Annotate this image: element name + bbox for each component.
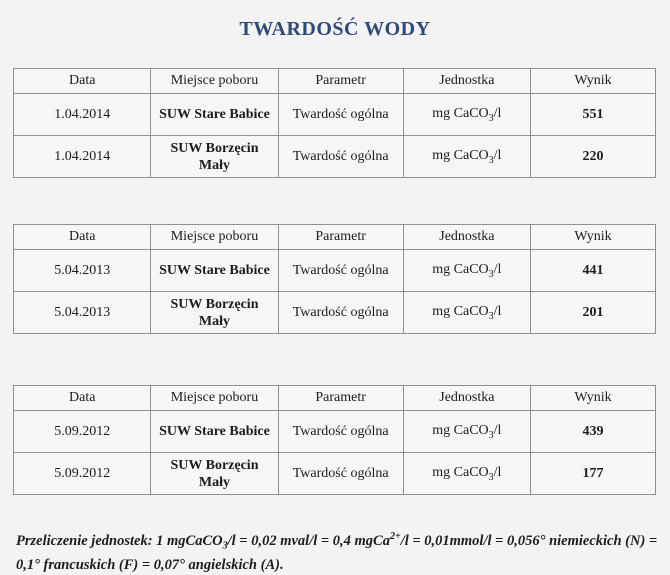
result-cell: 441	[530, 250, 655, 292]
unit-prefix: mg CaCO	[432, 261, 489, 277]
parameter-cell: Twardość ogólna	[278, 136, 403, 178]
header-parameter: Parametr	[278, 69, 403, 94]
table-header-row	[14, 386, 656, 411]
unit-prefix: mg CaCO	[432, 422, 489, 438]
table-row	[14, 453, 656, 495]
date-cell: 5.09.2012	[14, 453, 151, 495]
result-cell: 551	[530, 94, 655, 136]
unit-subscript: 3	[488, 268, 494, 280]
hardness-table-2013	[13, 224, 656, 334]
hardness-table-2012	[13, 385, 656, 495]
parameter-cell: Twardość ogólna	[278, 292, 403, 334]
unit-prefix: mg CaCO	[432, 105, 489, 121]
site-cell: SUW Borzęcin Mały	[151, 453, 278, 495]
parameter-cell: Twardość ogólna	[278, 250, 403, 292]
site-cell: SUW Stare Babice	[151, 94, 278, 136]
note-text-2: /l = 0,02 mval/l = 0,4 mgCa	[227, 532, 390, 549]
unit-subscript: 3	[488, 429, 494, 441]
unit-cell	[403, 250, 530, 292]
table-row	[14, 411, 656, 453]
unit-suffix: /l	[493, 105, 502, 121]
result-cell: 201	[530, 292, 655, 334]
header-result: Wynik	[530, 225, 655, 250]
result-cell: 220	[530, 136, 655, 178]
parameter-cell: Twardość ogólna	[278, 411, 403, 453]
site-cell: SUW Stare Babice	[151, 411, 278, 453]
header-date: Data	[14, 386, 151, 411]
date-cell: 1.04.2014	[14, 136, 151, 178]
unit-suffix: /l	[493, 303, 502, 319]
unit-cell	[403, 292, 530, 334]
header-site: Miejsce poboru	[151, 386, 278, 411]
unit-subscript: 3	[488, 310, 494, 322]
unit-prefix: mg CaCO	[432, 464, 489, 480]
hardness-table-2014	[13, 68, 656, 178]
site-cell: SUW Borzęcin Mały	[151, 292, 278, 334]
unit-cell	[403, 411, 530, 453]
unit-conversion-note	[16, 527, 661, 575]
note-subscript: 3	[222, 540, 228, 552]
site-cell: SUW Stare Babice	[151, 250, 278, 292]
header-result: Wynik	[530, 386, 655, 411]
unit-prefix: mg CaCO	[432, 303, 489, 319]
header-date: Data	[14, 69, 151, 94]
header-date: Data	[14, 225, 151, 250]
note-text-3: /l = 0,01mmol/l = 0,056° niemieckich (N) = 0,1° francuskich (F) = 0,07° angielskich (A).	[16, 532, 658, 573]
unit-suffix: /l	[493, 422, 502, 438]
unit-suffix: /l	[493, 261, 502, 277]
page-title: TWARDOŚĆ WODY	[239, 18, 431, 40]
table-header-row	[14, 69, 656, 94]
unit-subscript: 3	[488, 112, 494, 124]
header-site: Miejsce poboru	[151, 69, 278, 94]
date-cell: 5.09.2012	[14, 411, 151, 453]
date-cell: 1.04.2014	[14, 94, 151, 136]
header-parameter: Parametr	[278, 386, 403, 411]
table-row	[14, 136, 656, 178]
header-unit: Jednostka	[403, 225, 530, 250]
result-cell: 439	[530, 411, 655, 453]
table-row	[14, 250, 656, 292]
header-site: Miejsce poboru	[151, 225, 278, 250]
unit-suffix: /l	[493, 147, 502, 163]
parameter-cell: Twardość ogólna	[278, 94, 403, 136]
note-text-1: Przeliczenie jednostek: 1 mgCaCO	[16, 532, 223, 549]
unit-cell	[403, 453, 530, 495]
note-superscript: 2+	[389, 531, 401, 542]
table-header-row	[14, 225, 656, 250]
unit-subscript: 3	[488, 154, 494, 166]
table-row	[14, 292, 656, 334]
unit-cell	[403, 136, 530, 178]
header-unit: Jednostka	[403, 69, 530, 94]
table-row	[14, 94, 656, 136]
date-cell: 5.04.2013	[14, 250, 151, 292]
site-cell: SUW Borzęcin Mały	[151, 136, 278, 178]
header-parameter: Parametr	[278, 225, 403, 250]
unit-prefix: mg CaCO	[432, 147, 489, 163]
unit-subscript: 3	[488, 471, 494, 483]
date-cell: 5.04.2013	[14, 292, 151, 334]
parameter-cell: Twardość ogólna	[278, 453, 403, 495]
header-result: Wynik	[530, 69, 655, 94]
unit-cell	[403, 94, 530, 136]
unit-suffix: /l	[493, 464, 502, 480]
header-unit: Jednostka	[403, 386, 530, 411]
result-cell: 177	[530, 453, 655, 495]
